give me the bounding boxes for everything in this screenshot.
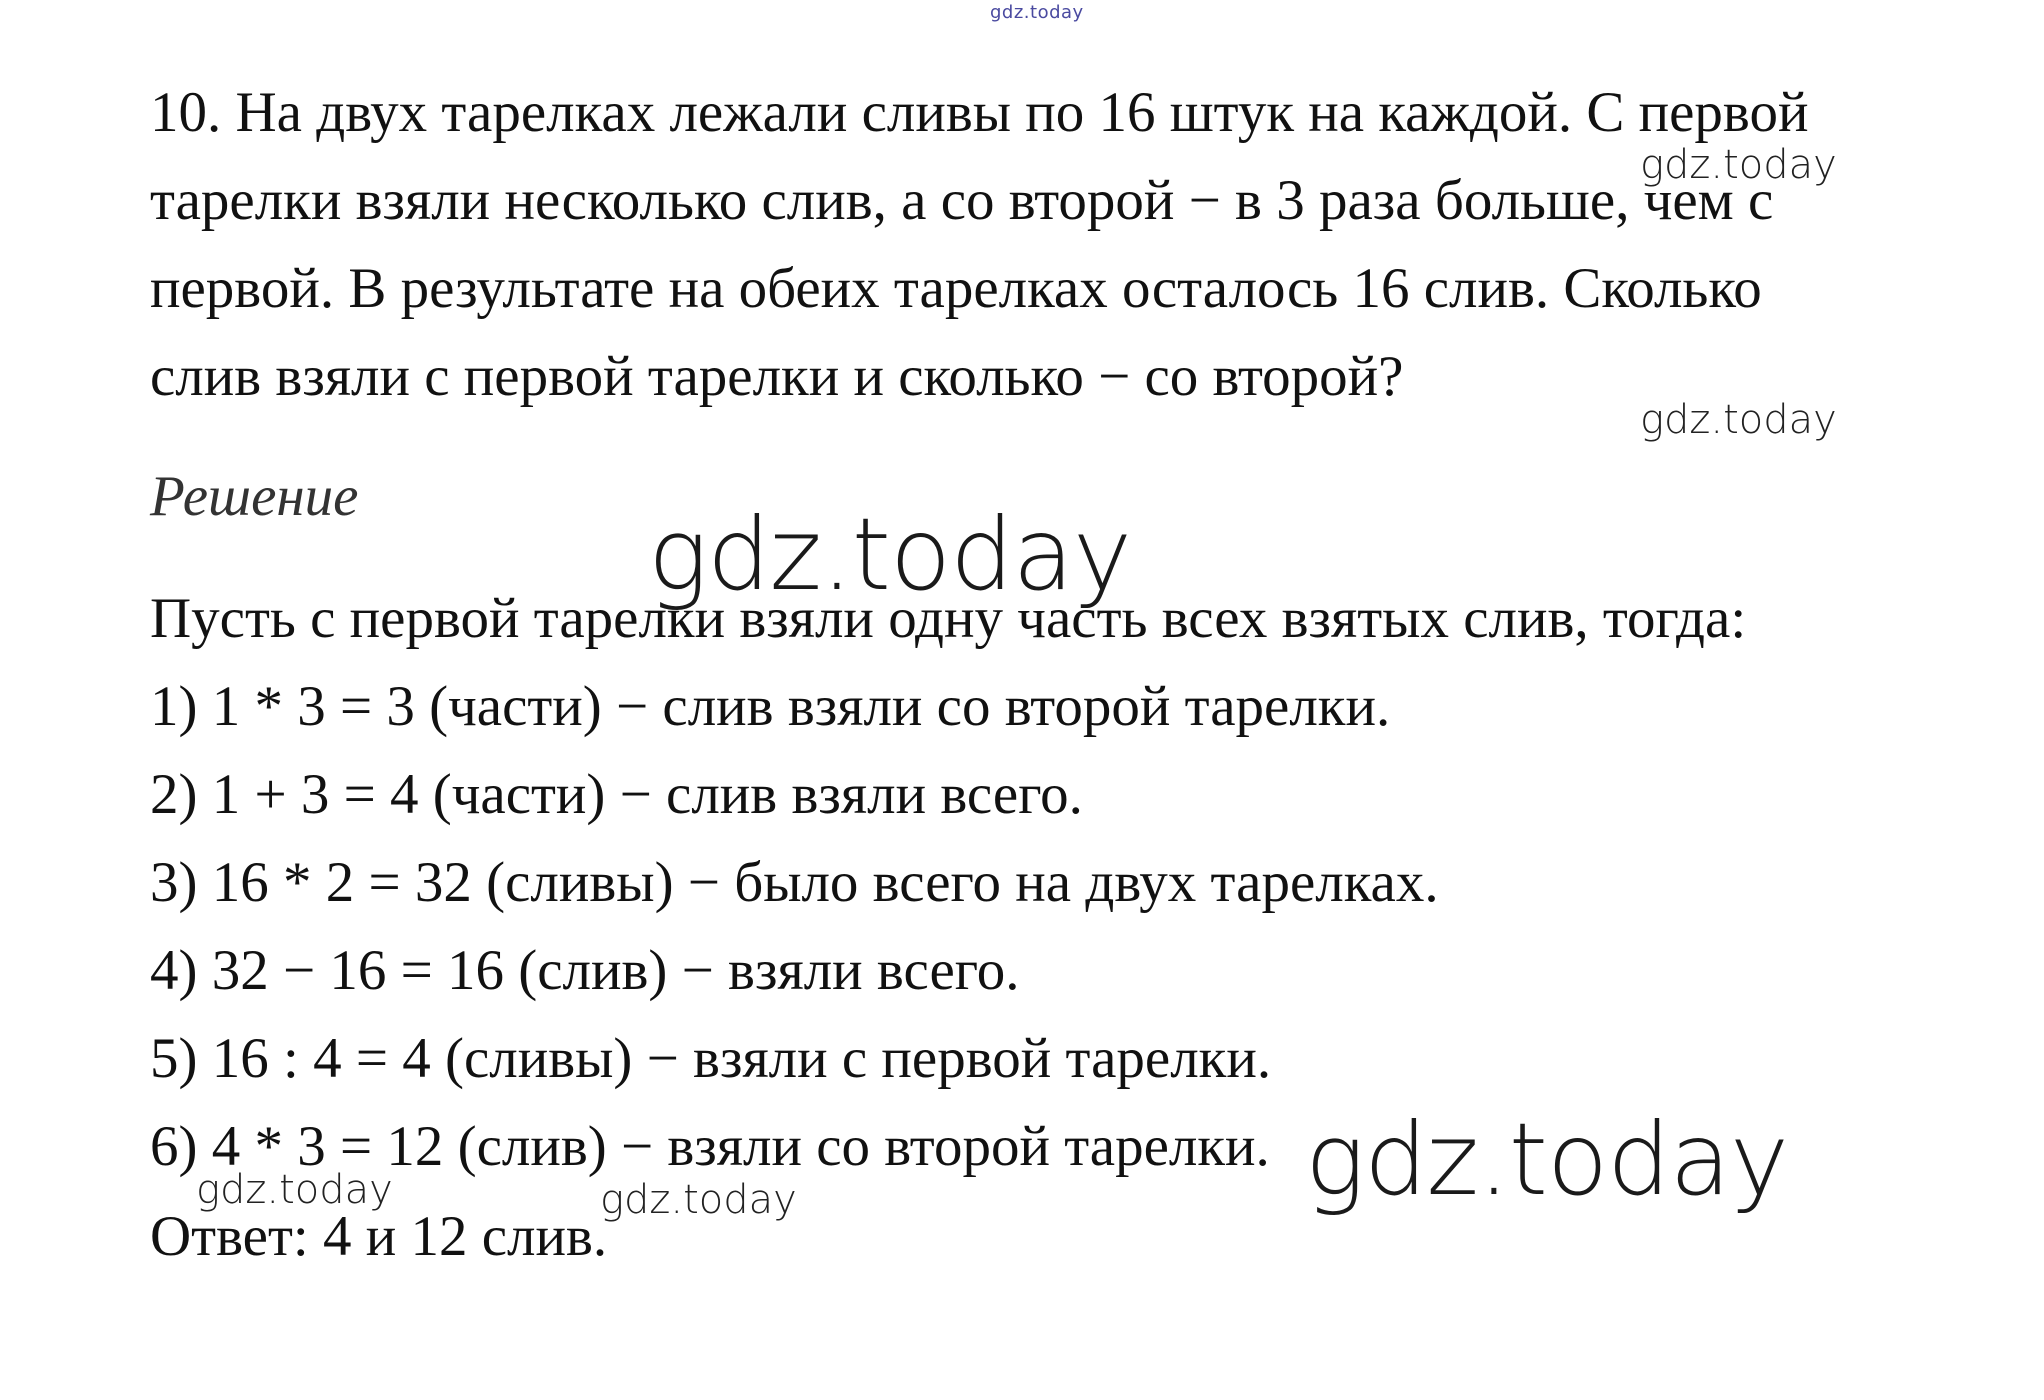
watermark-large-c: gdz.today — [648, 496, 1132, 613]
solution-intro: Пусть с первой тарелки взяли одну часть всех взятых слив, тогда: — [150, 587, 1747, 650]
solution-step-4: 4) 32 − 16 = 16 (слив) − взяли всего. — [150, 939, 1020, 1002]
watermark-small-b: gdz.today — [1640, 397, 1837, 443]
problem-line-4: слив взяли с первой тарелки и сколько − со второй? — [150, 345, 1404, 408]
problem-line-1: 10. На двух тарелках лежали сливы по 16 штук на каждой. С первой — [150, 81, 1809, 144]
problem-line-3: первой. В результате на обеих тарелках осталось 16 слив. Сколько — [150, 257, 1762, 320]
problem-line-2: тарелки взяли несколько слив, а со второй − в 3 раза больше, чем с — [150, 169, 1774, 232]
watermark-large-d: gdz.today — [1305, 1101, 1789, 1218]
solution-step-2: 2) 1 + 3 = 4 (части) − слив взяли всего. — [150, 763, 1083, 826]
watermark-small-e: gdz.today — [196, 1167, 393, 1213]
watermark-small-a: gdz.today — [1640, 142, 1837, 188]
solution-step-3: 3) 16 * 2 = 32 (сливы) − было всего на двух тарелках. — [150, 851, 1439, 914]
solution-answer: Ответ: 4 и 12 слив. — [150, 1205, 608, 1268]
solution-step-1: 1) 1 * 3 = 3 (части) − слив взяли со второй тарелки. — [150, 675, 1391, 738]
watermark-top: gdz.today — [990, 2, 1084, 23]
solution-step-6: 6) 4 * 3 = 12 (слив) − взяли со второй тарелки. — [150, 1115, 1270, 1178]
solution-step-5: 5) 16 : 4 = 4 (сливы) − взяли с первой тарелки. — [150, 1027, 1272, 1090]
solution-heading: Решение — [150, 465, 359, 528]
watermark-small-f: gdz.today — [600, 1177, 797, 1223]
